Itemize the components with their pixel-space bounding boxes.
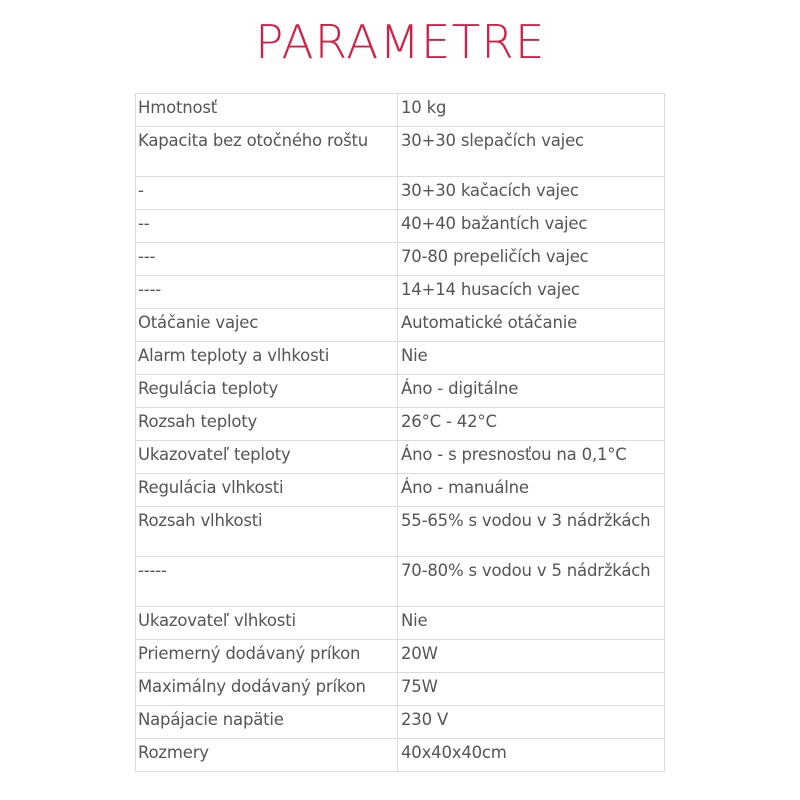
table-row [136,706,665,739]
param-label: Ukazovateľ teploty [136,441,398,474]
table-row [136,441,665,474]
param-label: Maximálny dodávaný príkon [136,673,398,706]
param-label: Hmotnosť [136,94,398,127]
param-label: Regulácia vlhkosti [136,474,398,507]
page-title [0,14,800,70]
table-row [136,673,665,706]
page-title-text: PARAMETRE [254,15,546,69]
param-value: 70-80 prepeličích vajec [398,243,665,276]
param-label: Rozmery [136,739,398,772]
table-row [136,127,665,177]
parameters-table [135,93,665,772]
table-row [136,375,665,408]
param-value: 10 kg [398,94,665,127]
param-value: 20W [398,640,665,673]
table-row [136,94,665,127]
param-label: -- [136,210,398,243]
param-label: Priemerný dodávaný príkon [136,640,398,673]
param-label: --- [136,243,398,276]
table-row [136,739,665,772]
param-label: Regulácia teploty [136,375,398,408]
table-row [136,474,665,507]
param-value: Automatické otáčanie [398,309,665,342]
param-value: Nie [398,342,665,375]
table-row [136,342,665,375]
param-value: 230 V [398,706,665,739]
param-label: Rozsah teploty [136,408,398,441]
table-row [136,276,665,309]
table-row [136,507,665,557]
table-row [136,607,665,640]
table-row [136,640,665,673]
param-value: 26°C - 42°C [398,408,665,441]
param-label: Alarm teploty a vlhkosti [136,342,398,375]
param-label: Ukazovateľ vlhkosti [136,607,398,640]
table-row [136,243,665,276]
param-label: - [136,177,398,210]
param-value: Nie [398,607,665,640]
param-value: 55-65% s vodou v 3 nádržkách [398,507,665,557]
param-value: Áno - s presnosťou na 0,1°C [398,441,665,474]
table-row [136,177,665,210]
param-value: 14+14 husacích vajec [398,276,665,309]
param-label: Kapacita bez otočného roštu [136,127,398,177]
param-value: 40+40 bažantích vajec [398,210,665,243]
param-value: Áno - manuálne [398,474,665,507]
param-label: ---- [136,276,398,309]
param-value: 40x40x40cm [398,739,665,772]
param-label: Otáčanie vajec [136,309,398,342]
table-row [136,557,665,607]
param-value: 75W [398,673,665,706]
param-value: Áno - digitálne [398,375,665,408]
param-value: 30+30 slepačích vajec [398,127,665,177]
param-label: Rozsah vlhkosti [136,507,398,557]
param-value: 70-80% s vodou v 5 nádržkách [398,557,665,607]
table-row [136,309,665,342]
param-label: Napájacie napätie [136,706,398,739]
param-value: 30+30 kačacích vajec [398,177,665,210]
table-row [136,210,665,243]
param-label: ----- [136,557,398,607]
table-row [136,408,665,441]
